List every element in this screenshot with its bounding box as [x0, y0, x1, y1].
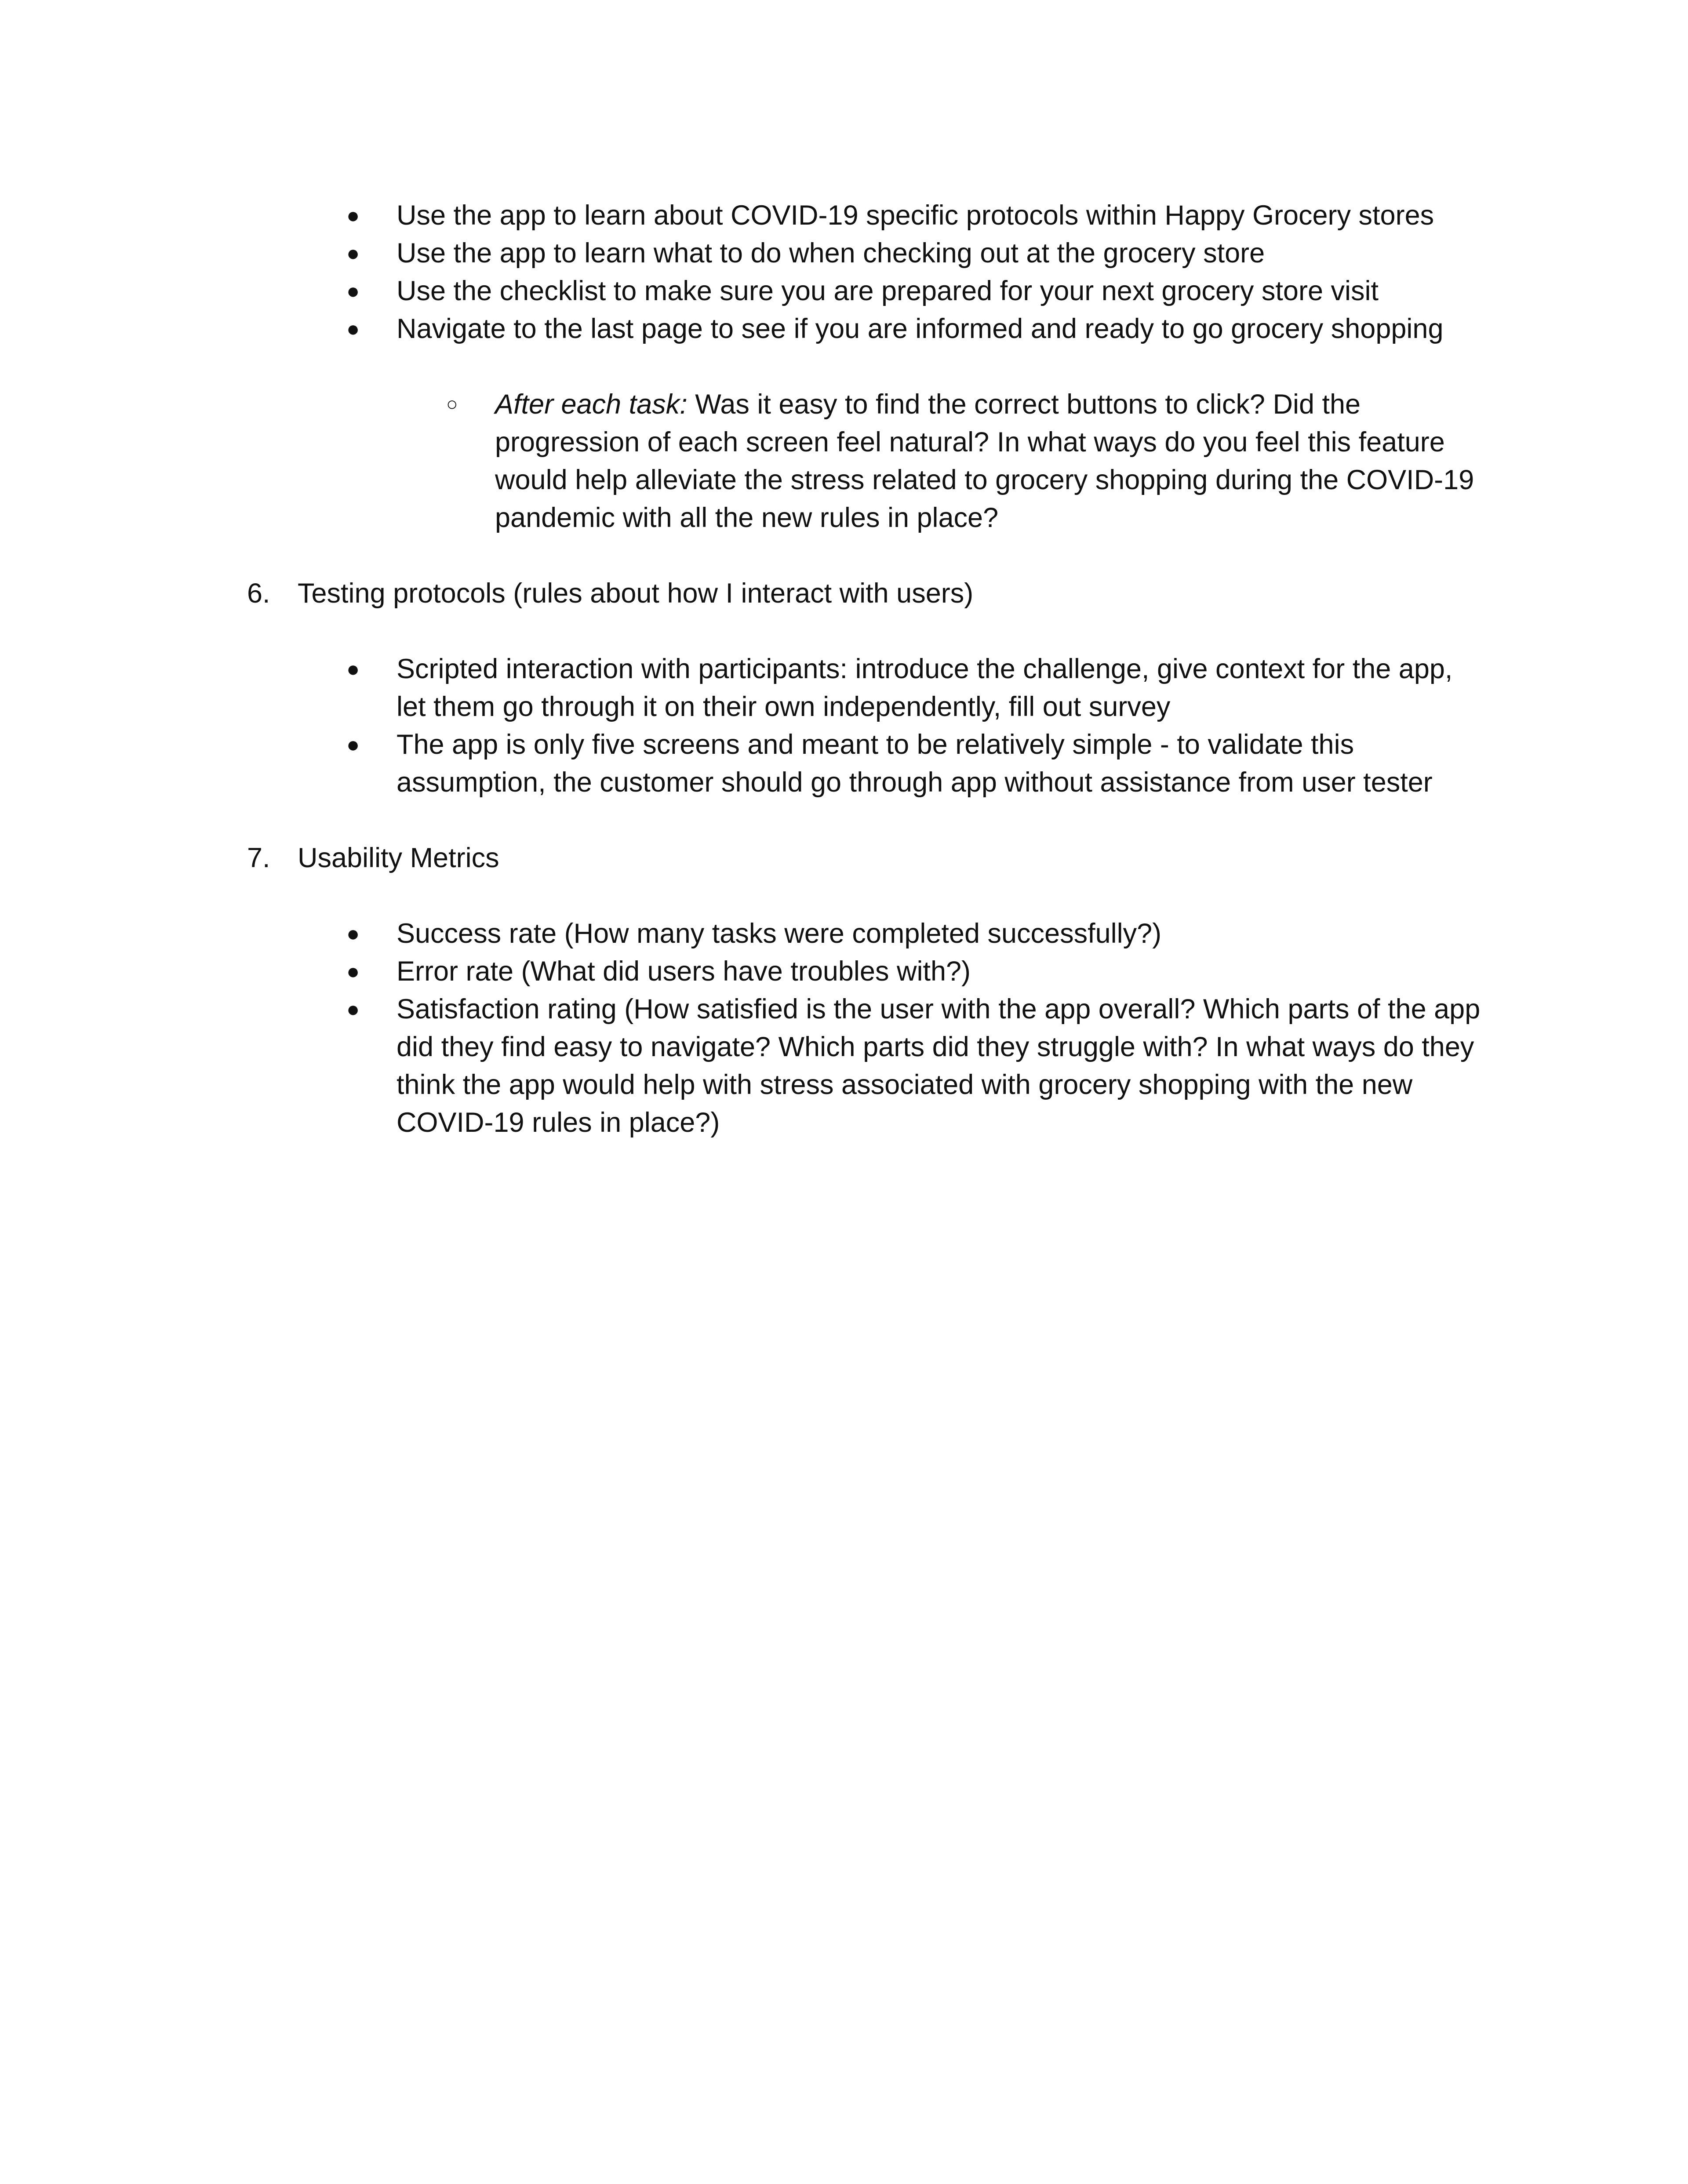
bullet-glyph: ● [346, 657, 360, 681]
task-item: Use the checklist to make sure you are prepared for your next grocery store visit [397, 276, 1379, 306]
list-item-line: let them go through it on their own independently, fill out survey [397, 691, 1171, 722]
list-item-line: Success rate (How many tasks were completed successfully?) [397, 918, 1162, 949]
bullet-glyph: ● [346, 279, 360, 303]
bullet-glyph: ● [346, 241, 360, 265]
list-item-line: did they find easy to navigate? Which parts did they struggle with? In what ways do they [397, 1032, 1474, 1062]
bullet-glyph: ● [346, 959, 360, 984]
list-item-line: Satisfaction rating (How satisfied is the user with the app overall? Which parts of the app [397, 994, 1481, 1025]
list-item-line: The app is only five screens and meant to be relatively simple - to validate this [397, 729, 1354, 760]
list-item-line: COVID-19 rules in place?) [397, 1107, 720, 1138]
section-number: 7. [247, 843, 270, 873]
after-each-task-text: Was it easy to find the correct buttons to click? Did the [687, 389, 1361, 420]
bullet-glyph: ● [346, 732, 360, 757]
bullet-glyph: ● [346, 997, 360, 1021]
list-item-line: think the app would help with stress associated with grocery shopping with the new [397, 1069, 1413, 1100]
list-item-line: assumption, the customer should go through app without assistance from user tester [397, 767, 1433, 798]
task-item: Use the app to learn about COVID-19 specific protocols within Happy Grocery stores [397, 200, 1434, 231]
sub-bullet-glyph: ○ [446, 393, 458, 415]
bullet-glyph: ● [346, 203, 360, 228]
section-number: 6. [247, 578, 270, 609]
after-each-task-line: would help alleviate the stress related to grocery shopping during the COVID-19 [495, 465, 1474, 495]
after-each-task-line: pandemic with all the new rules in place? [495, 502, 999, 533]
after-each-task-label: After each task: [495, 389, 688, 420]
after-each-task-line [495, 385, 1361, 423]
bullet-glyph: ● [346, 921, 360, 946]
section-heading: Usability Metrics [298, 843, 499, 873]
list-item-line: Error rate (What did users have troubles with?) [397, 956, 971, 987]
bullet-glyph: ● [346, 316, 360, 341]
list-item-line: Scripted interaction with participants: introduce the challenge, give context for the app, [397, 654, 1453, 684]
section-heading: Testing protocols (rules about how I interact with users) [298, 578, 974, 609]
task-item: Navigate to the last page to see if you are informed and ready to go grocery shopping [397, 313, 1444, 344]
task-item: Use the app to learn what to do when checking out at the grocery store [397, 238, 1265, 269]
after-each-task-line: progression of each screen feel natural? In what ways do you feel this feature [495, 427, 1445, 458]
